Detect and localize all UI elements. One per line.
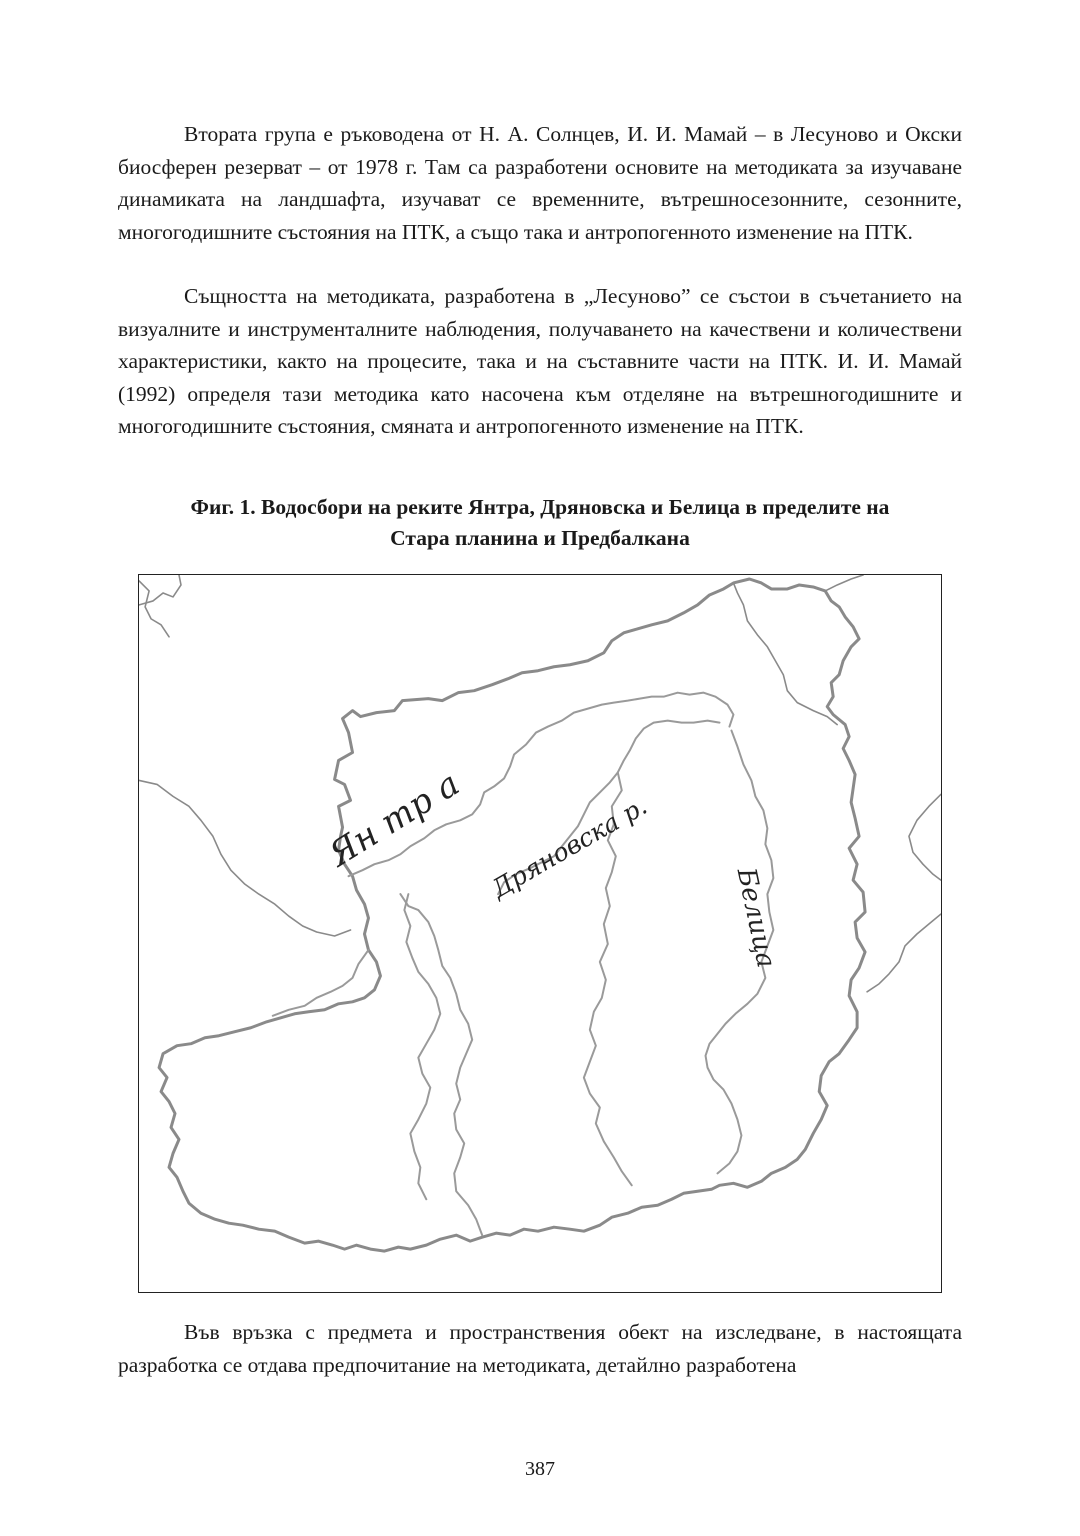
watershed-map	[138, 574, 942, 1293]
watershed-map-svg	[139, 575, 941, 1292]
dryanovska-river	[400, 894, 482, 1235]
paragraph-3: Във връзка с предмета и пространствения обект на изследване, в настоящата разработка се отдава предпочитание на методиката, детайлно разработена	[118, 1320, 962, 1377]
paragraph-2: Същността на методиката, разработена в „Лесуново” се състои в съчетанието на визуалните и инструменталните наблюдения, получаването на качествени и количествени характеристики, както на процесите, така и на съставните части на ПТК. И. И. Мамай (1992) определя тази методика като насочена към отделяне на вътрешногодишните и многогодишните състояния, смяната и антропогенното изменение на ПТК.	[118, 284, 962, 439]
paragraph-1: Втората група е ръководена от Н. А. Солнцев, И. И. Мамай – в Лесуново и Окски биосферен резерват – от 1978 г. Там са разработени основите на методиката за изучаване динамиката на ландшафта, изучават се временните, вътрешносезонните, сезонните, многогодишните състояния на ПТК, а също така и антропогенното изменение на ПТК.	[118, 122, 962, 244]
label-belitsa: Белица	[730, 865, 781, 971]
neighbour-line-east	[909, 794, 941, 880]
neighbour-line-east-2	[867, 914, 941, 992]
neighbour-line-west	[139, 780, 350, 936]
figure-caption	[118, 492, 962, 554]
figure-caption-line-1: Фиг. 1. Водосбори на реките Янтра, Дряновска и Белица в пределите на	[190, 495, 890, 519]
page-number: 387	[525, 1458, 555, 1480]
far-west-divide	[273, 950, 369, 1016]
label-yantra: Ян тр а	[322, 763, 467, 874]
figure-caption-line-2: Стара планина и Предбалкана	[390, 526, 690, 550]
neighbour-line-north-east	[733, 583, 837, 725]
neighbour-line-north-west-2	[139, 581, 169, 637]
label-dryanovska: Дряновска р.	[486, 791, 652, 904]
document-page	[118, 118, 962, 1498]
river-labels	[320, 764, 781, 971]
neighbour-line-north-east-2	[825, 575, 863, 591]
neighbour-line-north-west	[139, 575, 181, 605]
